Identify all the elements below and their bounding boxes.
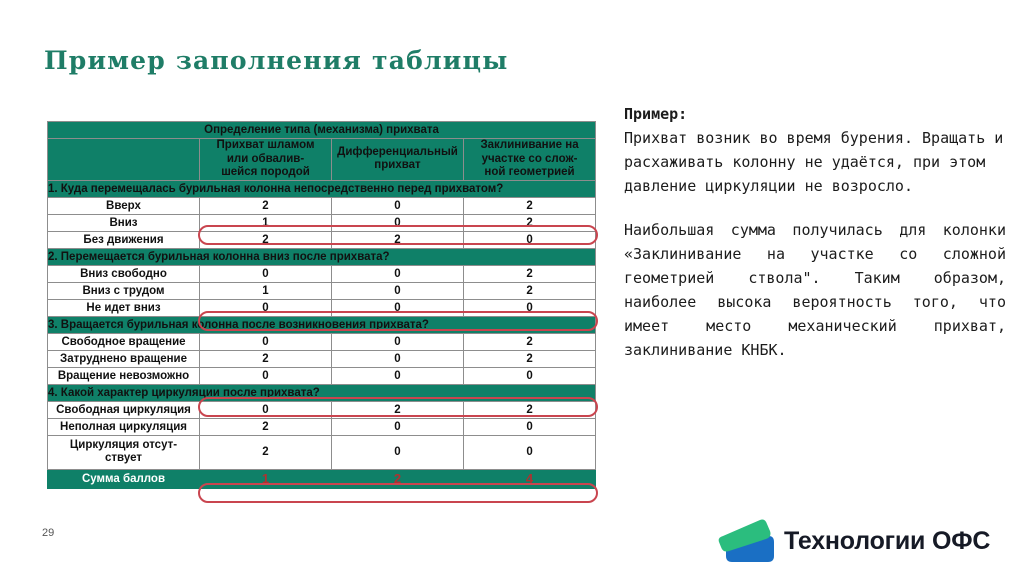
row-label: Свободная циркуляция [48, 401, 200, 418]
row-value-col2: 2 [332, 231, 464, 248]
column-header-geometry-line2: участке со слож- [481, 152, 578, 165]
row-value-col2: 0 [332, 350, 464, 367]
total-row [48, 469, 596, 488]
row-value-col3: 0 [464, 367, 596, 384]
table-row [48, 435, 596, 469]
notes-paragraph-1: Прихват возник во время бурения. Вращать и расхаживать колонну не удаётся, при этом давление циркуляции не возросло. [624, 129, 1004, 195]
table-row [48, 333, 596, 350]
example-notes-panel [624, 102, 1006, 362]
row-label: Вниз [48, 214, 200, 231]
section-heading-3: 3. Вращается бурильная колонна после возникновения прихвата? [48, 316, 596, 333]
company-logo [716, 517, 990, 565]
row-label: Затруднено вращение [48, 350, 200, 367]
row-value-col2: 0 [332, 299, 464, 316]
row-value-col3: 2 [464, 197, 596, 214]
table-row [48, 282, 596, 299]
column-header-geometry-line1: Заклинивание на [480, 139, 579, 151]
row-value-col2: 0 [332, 282, 464, 299]
row-label: Без движения [48, 231, 200, 248]
row-value-col3: 0 [464, 435, 596, 469]
section-heading-4: 4. Какой характер циркуляции после прихвата? [48, 384, 596, 401]
section-heading-row [48, 384, 596, 401]
row-value-col3: 2 [464, 350, 596, 367]
total-value-col1: 1 [200, 469, 332, 488]
row-label [48, 435, 200, 469]
table-row [48, 214, 596, 231]
column-header-differential [332, 139, 464, 181]
column-header-cuttings-line1: Прихват шламом [216, 139, 315, 151]
header-corner-cell [48, 139, 200, 181]
row-label-line1: Циркуляция отсут- [69, 439, 178, 451]
total-value-col3: 4 [464, 469, 596, 488]
row-value-col3: 0 [464, 418, 596, 435]
row-value-col3: 2 [464, 401, 596, 418]
section-heading-row [48, 248, 596, 265]
table-row [48, 265, 596, 282]
row-value-col1: 2 [200, 350, 332, 367]
column-header-cuttings [200, 139, 332, 181]
scoring-table-container [47, 121, 595, 489]
row-value-col2: 0 [332, 265, 464, 282]
table-row [48, 418, 596, 435]
row-value-col1: 0 [200, 367, 332, 384]
row-value-col1: 0 [200, 401, 332, 418]
column-header-differential-line2: прихват [374, 159, 421, 172]
page-number: 29 [42, 527, 55, 539]
row-label: Вверх [48, 197, 200, 214]
row-value-col1: 2 [200, 435, 332, 469]
notes-paragraph-2: Наибольшая сумма получилась для колонки «Заклинивание на участке со сложной геометрией ствола". Таким образом, наиболее высока вероятность того, что имеет место механический прихват, заклинивание КНБК. [624, 221, 1006, 359]
section-heading-1: 1. Куда перемещалась бурильная колонна непосредственно перед прихватом? [48, 180, 596, 197]
total-label: Сумма баллов [48, 469, 200, 488]
column-header-geometry [464, 139, 596, 181]
row-value-col2: 0 [332, 367, 464, 384]
row-value-col3: 2 [464, 282, 596, 299]
table-row [48, 367, 596, 384]
row-value-col3: 2 [464, 333, 596, 350]
logo-mark-icon [716, 518, 778, 564]
row-value-col2: 0 [332, 197, 464, 214]
logo-text: Технологии ОФС [784, 526, 991, 555]
column-header-cuttings-line2: или обвалив- [226, 152, 305, 165]
notes-lead: Пример: [624, 105, 688, 123]
row-value-col1: 2 [200, 418, 332, 435]
table-row [48, 401, 596, 418]
row-label: Вниз свободно [48, 265, 200, 282]
row-value-col1: 1 [200, 214, 332, 231]
section-heading-2: 2. Перемещается бурильная колонна вниз после прихвата? [48, 248, 596, 265]
section-heading-row [48, 316, 596, 333]
row-label: Свободное вращение [48, 333, 200, 350]
row-value-col2: 2 [332, 401, 464, 418]
row-label: Неполная циркуляция [48, 418, 200, 435]
row-value-col2: 0 [332, 214, 464, 231]
row-value-col3: 0 [464, 231, 596, 248]
total-value-col2: 2 [332, 469, 464, 488]
table-row [48, 299, 596, 316]
table-row [48, 231, 596, 248]
row-value-col1: 0 [200, 265, 332, 282]
row-label: Вращение невозможно [48, 367, 200, 384]
row-value-col2: 0 [332, 333, 464, 350]
table-caption: Определение типа (механизма) прихвата [48, 122, 596, 139]
row-label: Не идет вниз [48, 299, 200, 316]
table-row [48, 197, 596, 214]
row-value-col2: 0 [332, 435, 464, 469]
page-title: Пример заполнения таблицы [44, 46, 509, 75]
row-value-col1: 2 [200, 197, 332, 214]
row-value-col3: 0 [464, 299, 596, 316]
section-heading-row [48, 180, 596, 197]
row-value-col1: 2 [200, 231, 332, 248]
stuck-pipe-type-table [47, 121, 596, 489]
row-value-col3: 2 [464, 214, 596, 231]
table-header-row [48, 139, 596, 181]
row-value-col1: 0 [200, 299, 332, 316]
table-caption-row [48, 122, 596, 139]
row-value-col1: 0 [200, 333, 332, 350]
row-label-line2: ствует [105, 452, 142, 464]
row-value-col2: 0 [332, 418, 464, 435]
row-value-col1: 1 [200, 282, 332, 299]
row-value-col3: 2 [464, 265, 596, 282]
column-header-differential-line1: Дифференциальный [337, 145, 458, 158]
table-row [48, 350, 596, 367]
column-header-cuttings-line3: шейся породой [221, 166, 310, 178]
row-label: Вниз с трудом [48, 282, 200, 299]
column-header-geometry-line3: ной геометрией [484, 166, 575, 178]
